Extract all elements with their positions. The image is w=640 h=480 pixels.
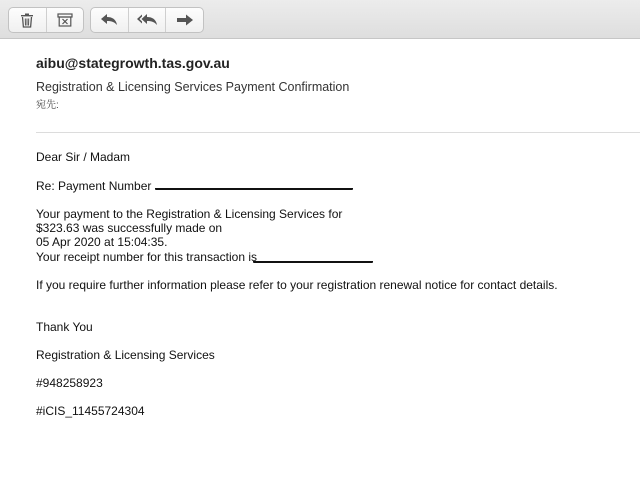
- receipt-number-label: Your receipt number for this transaction is: [36, 250, 257, 264]
- info-line: If you require further information please refer to your registration renewal notice for contact details.: [36, 278, 558, 292]
- forward-button[interactable]: [166, 8, 203, 32]
- payment-number-label: Re: Payment Number: [36, 179, 152, 193]
- redacted-receipt-number: [253, 251, 373, 263]
- signature: Registration & Licensing Services: [36, 348, 215, 362]
- reply-all-icon: [136, 13, 158, 27]
- header-divider: [36, 132, 640, 133]
- recipient-label: 宛先:: [36, 100, 59, 111]
- reference-number-2: #iCIS_11455724304: [36, 404, 145, 418]
- sender-address: aibu@stategrowth.tas.gov.au: [36, 55, 230, 71]
- delete-button[interactable]: [9, 8, 47, 32]
- reference-number-1: #948258923: [36, 376, 103, 390]
- closing-thanks: Thank You: [36, 320, 93, 334]
- reply-button-group: [90, 7, 204, 33]
- trash-icon: [20, 13, 34, 28]
- reply-all-button[interactable]: [129, 8, 167, 32]
- message-header: [36, 52, 626, 113]
- greeting: Dear Sir / Madam: [36, 150, 131, 164]
- reply-button[interactable]: [91, 8, 129, 32]
- delete-button-group: [8, 7, 84, 33]
- message-toolbar: [0, 0, 640, 39]
- junk-box-icon: [57, 13, 73, 27]
- redacted-payment-number: [155, 178, 353, 190]
- payment-text-line-2: $323.63 was successfully made on: [36, 221, 223, 235]
- payment-number-line: [36, 178, 626, 193]
- forward-icon: [176, 13, 194, 27]
- payment-text-line-3: 05 Apr 2020 at 15:04:35.: [36, 235, 168, 249]
- payment-text-line-1: Your payment to the Registration & Licensing Services for: [36, 207, 343, 221]
- junk-button[interactable]: [47, 8, 84, 32]
- reply-icon: [100, 13, 118, 27]
- message-body: [36, 150, 626, 418]
- receipt-number-line: [36, 249, 626, 264]
- message-subject: Registration & Licensing Services Payment Confirmation: [36, 80, 350, 94]
